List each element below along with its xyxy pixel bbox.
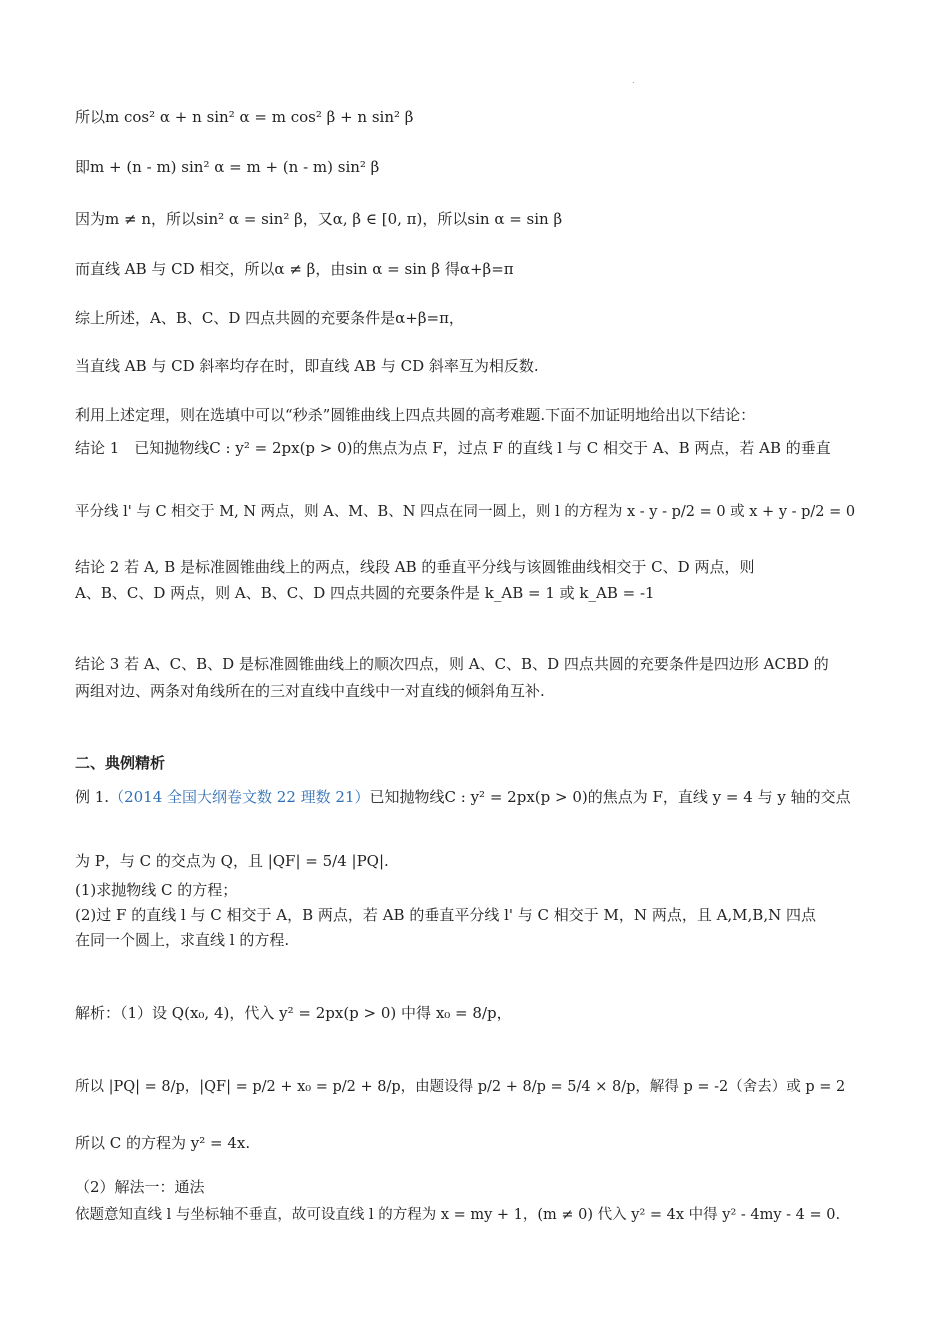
solution-4: 依题意知直线 l 与坐标轴不垂直，故可设直线 l 的方程为 x = my + 1，(m ≠ 0) 代入 y² = 4x 中得 y² - 4my - 4 = 0.: [75, 1207, 841, 1223]
example-text: 已知抛物线C : y² = 2px(p > 0)的焦点为 F，直线 y = 4 与 y 轴的交点: [369, 788, 851, 806]
line-3: 因为m ≠ n，所以sin² α = sin² β，又α, β ∈ [0, π)，所以sin α = sin β: [75, 210, 563, 228]
line-5: 综上所述，A、B、C、D 四点共圆的充要条件是α+β=π，: [75, 309, 464, 327]
conclusion-2: 结论 2 若 A, B 是标准圆锥曲线上的两点，线段 AB 的垂直平分线与该圆锥曲线相交于 C、D 两点，则: [75, 558, 755, 576]
solution-2: 所以 |PQ| = 8/p，|QF| = p/2 + x₀ = p/2 + 8/p，由题设得 p/2 + 8/p = 5/4 × 8/p，解得 p = -2（舍去）或 p = 2: [75, 1079, 846, 1095]
conclusion-1: 结论 1 已知抛物线C : y² = 2px(p > 0)的焦点为点 F，过点 F 的直线 l 与 C 相交于 A、B 两点，若 AB 的垂直: [75, 439, 831, 457]
example-1: [75, 786, 851, 808]
question-1: (1)求抛物线 C 的方程；: [75, 881, 238, 899]
line-6: 当直线 AB 与 CD 斜率均存在时，即直线 AB 与 CD 斜率互为相反数.: [75, 357, 539, 375]
solution-3: 所以 C 的方程为 y² = 4x.: [75, 1134, 251, 1152]
solution-method: （2）解法一：通法: [75, 1178, 205, 1196]
conclusion-3-cont: 两组对边、两条对角线所在的三对直线中直线中一对直线的倾斜角互补.: [75, 682, 545, 700]
conclusion-3: 结论 3 若 A、C、B、D 是标准圆锥曲线上的顺次四点，则 A、C、B、D 四点共圆的充要条件是四边形 ACBD 的: [75, 655, 829, 673]
example-source: （2014 全国大纲卷文数 22 理数 21）: [109, 788, 370, 806]
example-1-cont: 为 P，与 C 的交点为 Q，且 |QF| = 5/4 |PQ|.: [75, 852, 389, 870]
line-7: 利用上述定理，则在选填中可以“秒杀”圆锥曲线上四点共圆的高考难题.下面不加证明地给出以下结论：: [75, 406, 756, 424]
line-4: 而直线 AB 与 CD 相交，所以α ≠ β，由sin α = sin β 得α+β=π: [75, 260, 514, 278]
stray-dot: .: [632, 76, 635, 85]
example-prefix: 例 1.: [75, 788, 110, 806]
line-1: 所以m cos² α + n sin² α = m cos² β + n sin² β: [75, 108, 414, 126]
conclusion-1-cont: 平分线 l' 与 C 相交于 M, N 两点，则 A、M、B、N 四点在同一圆上，则 l 的方程为 x - y - p/2 = 0 或 x + y - p/2 = 0: [75, 504, 856, 520]
line-2: 即m + (n - m) sin² α = m + (n - m) sin² β: [75, 158, 380, 176]
conclusion-2-cont: A、B、C、D 两点，则 A、B、C、D 四点共圆的充要条件是 k_AB = 1 或 k_AB = -1: [75, 584, 655, 602]
question-2-cont: 在同一个圆上，求直线 l 的方程.: [75, 931, 290, 949]
section-heading: 二、典例精析: [75, 754, 166, 772]
question-2: (2)过 F 的直线 l 与 C 相交于 A，B 两点，若 AB 的垂直平分线 l' 与 C 相交于 M，N 两点，且 A,M,B,N 四点: [75, 906, 816, 924]
solution-1: 解析：（1）设 Q(x₀, 4)，代入 y² = 2px(p > 0) 中得 x₀ = 8/p，: [75, 1004, 512, 1022]
